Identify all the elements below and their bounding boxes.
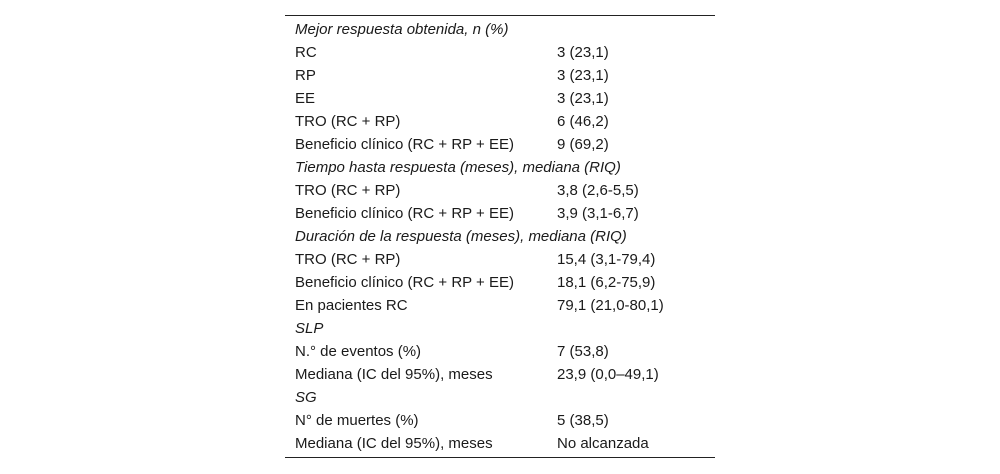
- table-row: [285, 432, 715, 455]
- table-row: [285, 64, 715, 87]
- row-label: EE: [295, 90, 316, 107]
- row-label: Beneficio clínico (RC + RP + EE): [295, 274, 514, 291]
- row-value: 3,9 (3,1-6,7): [557, 205, 639, 222]
- table-row: [285, 271, 715, 294]
- row-label: RP: [295, 67, 316, 84]
- row-label: Beneficio clínico (RC + RP + EE): [295, 136, 514, 153]
- row-value: 79,1 (21,0-80,1): [557, 297, 664, 314]
- row-value: 7 (53,8): [557, 343, 609, 360]
- row-value: No alcanzada: [557, 435, 649, 452]
- table-row: [285, 202, 715, 225]
- table-row: [285, 294, 715, 317]
- row-label: Mediana (IC del 95%), meses: [295, 366, 493, 383]
- row-label: Mediana (IC del 95%), meses: [295, 435, 493, 452]
- row-value: 3 (23,1): [557, 44, 609, 61]
- row-label: N° de muertes (%): [295, 412, 419, 429]
- row-value: 3 (23,1): [557, 67, 609, 84]
- row-value: 6 (46,2): [557, 113, 609, 130]
- row-value: 3,8 (2,6-5,5): [557, 182, 639, 199]
- section-title: Duración de la respuesta (meses), mediana (RIQ): [295, 228, 627, 245]
- row-label: TRO (RC + RP): [295, 182, 401, 199]
- row-value: 18,1 (6,2-75,9): [557, 274, 656, 291]
- row-value: 15,4 (3,1-79,4): [557, 251, 656, 268]
- row-label: En pacientes RC: [295, 297, 408, 314]
- section-header-response-duration: [285, 225, 715, 248]
- table-row: [285, 41, 715, 64]
- table-row: [285, 87, 715, 110]
- table-row: [285, 248, 715, 271]
- row-value: 9 (69,2): [557, 136, 609, 153]
- section-header-slp: [285, 317, 715, 340]
- table-row: [285, 133, 715, 156]
- section-title: SLP: [295, 320, 324, 337]
- row-label: TRO (RC + RP): [295, 251, 401, 268]
- section-title: Tiempo hasta respuesta (meses), mediana (RIQ): [295, 159, 621, 176]
- section-header-best-response: [285, 18, 715, 41]
- section-header-time-to-response: [285, 156, 715, 179]
- row-label: TRO (RC + RP): [295, 113, 401, 130]
- table-row: [285, 179, 715, 202]
- row-label: Beneficio clínico (RC + RP + EE): [295, 205, 514, 222]
- row-label: RC: [295, 44, 317, 61]
- table-row: [285, 363, 715, 386]
- row-value: 3 (23,1): [557, 90, 609, 107]
- table-row: [285, 340, 715, 363]
- section-title: Mejor respuesta obtenida, n (%): [295, 21, 509, 38]
- section-header-sg: [285, 386, 715, 409]
- row-label: N.° de eventos (%): [295, 343, 422, 360]
- table-row: [285, 409, 715, 432]
- section-title: SG: [295, 389, 317, 406]
- row-value: 5 (38,5): [557, 412, 609, 429]
- table-row: [285, 110, 715, 133]
- row-value: 23,9 (0,0–49,1): [557, 366, 659, 383]
- results-table: [285, 15, 715, 458]
